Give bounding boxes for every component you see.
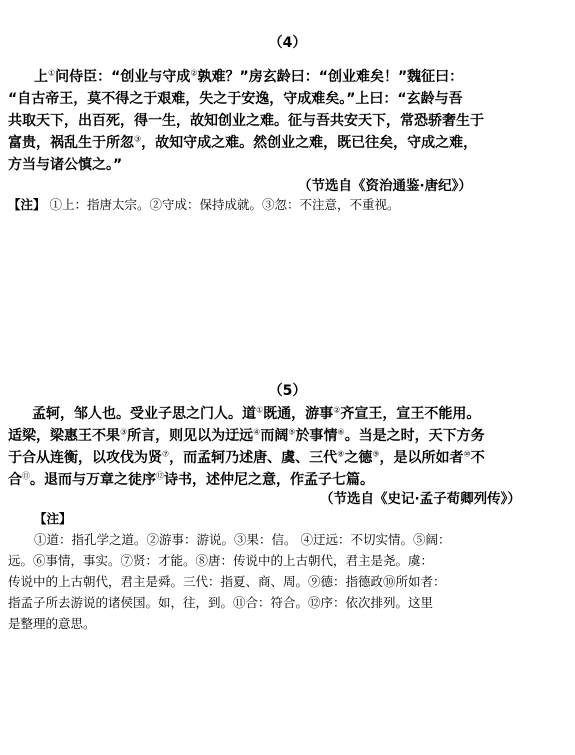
text: 合 — [8, 472, 22, 488]
note-text: ①上：指唐太宗。②守成：保持成就。③忽：不注意，不重视。 — [49, 197, 400, 212]
footnote-marker: ⑥ — [337, 427, 345, 437]
text: 齐宣王，宣王不能用。 — [340, 406, 481, 422]
note-label: 【注】 — [34, 511, 72, 526]
text: 问侍臣：“创业与守成 — [55, 69, 191, 85]
footnote-marker: ⑦ — [162, 449, 170, 459]
text: 不 — [470, 450, 485, 466]
footnote-marker: ⑨ — [372, 449, 380, 459]
footnote-marker: ③ — [120, 427, 128, 437]
text: 既通，游事 — [263, 406, 334, 422]
text: 。当是之时，天下方务 — [344, 428, 485, 444]
footnote-marker: ④ — [253, 427, 261, 437]
note-label: 【注】 — [8, 197, 46, 212]
section-5-notes — [8, 508, 450, 634]
footnote-marker: ② — [333, 405, 341, 415]
passage-line: “自古帝王，莫不得之于艰难，失之于安逸，守成难矣。”上曰：“玄龄与吾 — [8, 91, 463, 107]
text: 而阔 — [260, 428, 289, 444]
text: 於事情 — [295, 428, 338, 444]
passage-line — [8, 132, 484, 154]
text: 孟轲，邹人也。受业子思之门人。道 — [32, 406, 256, 422]
section-5-source: （节选自《史记·孟子荀卿列传》） — [320, 491, 521, 507]
footnote-marker: ② — [190, 68, 198, 78]
section-4-passage — [8, 66, 484, 176]
text: 诗书，述仲尼之意，作孟子七篇。 — [164, 472, 374, 488]
passage-line — [8, 403, 485, 425]
footnote-marker: ⑩ — [463, 449, 471, 459]
text: 之德 — [344, 450, 373, 466]
footnote-marker: ⑪ — [22, 471, 30, 481]
text: 所言，则见以为迂远 — [127, 428, 254, 444]
note-line: 传说中的上古朝代，君主是舜。三代：指夏、商、周。⑨德：指德政⑩所如者： — [8, 574, 446, 589]
footnote-marker: ⑫ — [156, 471, 164, 481]
note-line: 远。⑥事情，事实。⑦贤：才能。⑧唐：传说中的上古朝代，君主是尧。虞： — [8, 553, 434, 568]
passage-line — [8, 425, 485, 447]
text: 适梁，梁惠王不果 — [8, 428, 120, 444]
passage-line — [8, 66, 484, 88]
text: 孰难？”房玄龄曰：“创业难矣！”魏征曰： — [197, 69, 464, 85]
section-5-passage — [8, 403, 485, 491]
note-line: 指孟子所去游说的诸侯国。如，往，到。⑪合：符合。⑫序：依次排列。这里 — [8, 595, 434, 610]
passage-line: 共取天下，出百死，得一生，故知创业之难。征与吾共安天下，常恐骄奢生于 — [8, 113, 484, 129]
text: 。退而与万章之徒序 — [30, 472, 156, 488]
text: ，而孟轲乃述唐、虞、三代 — [169, 450, 338, 466]
section-5-number: （5） — [268, 383, 307, 399]
footnote-marker: ⑤ — [288, 427, 296, 437]
text: ，是以所如者 — [379, 450, 464, 466]
note-line: 是整理的意思。 — [8, 616, 96, 631]
text: 上 — [34, 69, 48, 85]
passage-line — [8, 447, 485, 469]
footnote-marker: ① — [48, 68, 56, 78]
section-4-notes — [8, 194, 400, 215]
text: 富贵，祸乱生于所忽 — [8, 135, 134, 151]
footnote-marker: ① — [256, 405, 264, 415]
footnote-marker: ⑧ — [337, 449, 345, 459]
note-line: ①道：指孔学之道。②游事：游说。③果：信。 ④迂远：不切实情。⑤阔： — [34, 532, 451, 547]
section-4-number: （4） — [268, 35, 307, 51]
text: ，故知守成之难。然创业之难，既已往矣，守成之难， — [141, 135, 478, 151]
passage-line: 方当与诸公慎之。” — [8, 157, 123, 173]
footnote-marker: ③ — [134, 134, 142, 144]
section-4-source: （节选自《资治通鉴·唐纪》） — [298, 178, 472, 194]
text: 于合从连衡，以攻伐为贤 — [8, 450, 162, 466]
